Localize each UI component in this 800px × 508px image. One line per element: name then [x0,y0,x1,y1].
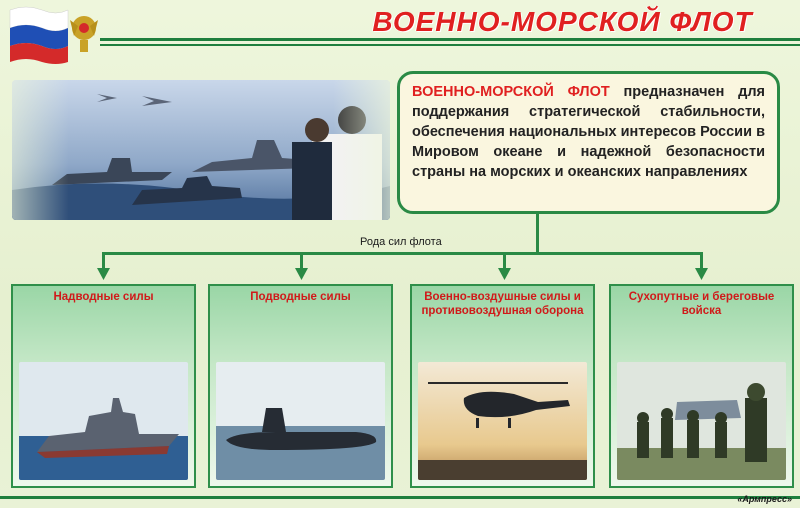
branch-card-title: Военно-воздушные силы и противовоздушная оборона [421,291,584,317]
helicopter-photo [418,362,587,480]
arrow-down-icon [97,268,110,280]
description-head: ВОЕННО-МОРСКОЙ ФЛОТ [412,84,610,100]
arrow-down-icon [695,268,708,280]
double-headed-eagle-icon [70,16,98,52]
submarine-photo [216,362,385,480]
arrow-down-icon [295,268,308,280]
description-text: предназначен для поддержания стратегической стабильности, обеспечения национальных интересов России в Мировом океане и надежной безопасности страны на морских и океанских направлениях [412,84,765,180]
header-rule-bottom [100,44,800,46]
branch-card-air-defense [410,284,595,488]
branch-card-submarine [208,284,393,488]
branch-card-surface [11,284,196,488]
page-title: ВОЕННО-МОРСКОЙ ФЛОТ [372,6,753,37]
surface-warship-photo [19,362,188,480]
branch-card-title: Надводные силы [53,291,154,303]
footer-rule [0,496,800,499]
description-box [397,71,780,214]
connector-arrows [0,266,800,282]
connector-bar [102,252,703,255]
connector-stem [536,214,539,254]
branch-card-coastal [609,284,794,488]
publisher-mark: «Армпресс» [737,494,792,504]
russian-flag-icon [6,2,106,66]
marines-photo [617,362,786,480]
arrow-down-icon [498,268,511,280]
branch-card-title: Сухопутные и береговые войска [628,291,775,317]
navy-collage-photo [12,80,390,220]
branches-caption: Рода сил флота [360,236,442,248]
branch-card-title: Подводные силы [250,291,351,303]
flag-and-emblem [6,2,106,66]
